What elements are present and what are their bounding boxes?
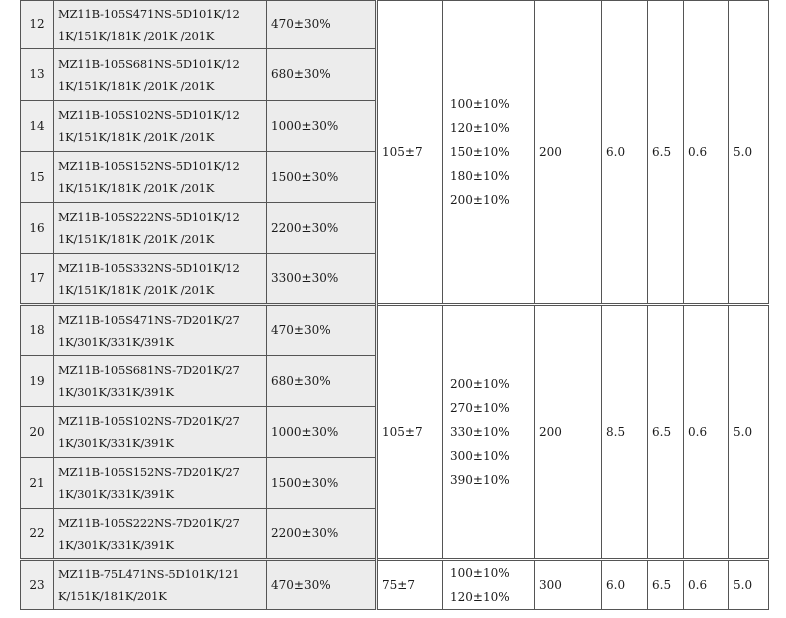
spec-value-c2: 6.0 bbox=[602, 1, 648, 305]
model-number-cell bbox=[54, 49, 267, 101]
switch-temperature: 105±7 bbox=[377, 1, 443, 305]
varistor-voltage-value: 180±10% bbox=[450, 169, 510, 183]
spec-value-c3: 6.5 bbox=[648, 305, 684, 560]
model-number-line: 1K/151K/181K /201K /201K bbox=[58, 78, 215, 93]
spec-value-c2: 6.0 bbox=[602, 560, 648, 610]
spec-value-c1: 200 bbox=[535, 305, 602, 560]
model-number-line: 1K/151K/181K /201K /201K bbox=[58, 28, 215, 43]
table-row bbox=[21, 1, 769, 49]
varistor-voltage-value: 150±10% bbox=[450, 145, 510, 159]
model-number-cell bbox=[54, 458, 267, 509]
nominal-resistance: 470±30% bbox=[267, 305, 377, 356]
model-number-line: MZ11B-105S102NS-7D201K/27 bbox=[58, 414, 240, 428]
varistor-voltage-list bbox=[443, 560, 535, 610]
nominal-resistance: 1500±30% bbox=[267, 152, 377, 203]
spec-value-c5: 5.0 bbox=[729, 560, 769, 610]
nominal-resistance: 3300±30% bbox=[267, 254, 377, 305]
spec-value-c4: 0.6 bbox=[684, 560, 729, 610]
nominal-resistance: 680±30% bbox=[267, 49, 377, 101]
model-number-line: MZ11B-105S102NS-5D101K/12 bbox=[58, 108, 240, 122]
model-number-line: MZ11B-105S152NS-5D101K/12 bbox=[58, 159, 240, 173]
row-number: 14 bbox=[21, 101, 54, 152]
model-number-line: 1K/301K/331K/391K bbox=[58, 436, 174, 450]
row-number: 13 bbox=[21, 49, 54, 101]
row-number: 23 bbox=[21, 560, 54, 610]
spec-value-c2: 8.5 bbox=[602, 305, 648, 560]
model-number-line: MZ11B-105S471NS-7D201K/27 bbox=[58, 312, 240, 327]
model-number-line: 1K/151K/181K /201K /201K bbox=[58, 282, 215, 297]
nominal-resistance: 1500±30% bbox=[267, 458, 377, 509]
model-number-line: MZ11B-105S222NS-5D101K/12 bbox=[58, 210, 240, 224]
varistor-voltage-list bbox=[443, 305, 535, 560]
nominal-resistance: 2200±30% bbox=[267, 509, 377, 560]
varistor-voltage-value: 330±10% bbox=[450, 425, 510, 439]
model-number-cell bbox=[54, 152, 267, 203]
spec-value-c5: 5.0 bbox=[729, 1, 769, 305]
varistor-voltage-value: 100±10% bbox=[450, 566, 510, 580]
model-number-line: 1K/301K/331K/391K bbox=[58, 385, 174, 399]
nominal-resistance: 1000±30% bbox=[267, 407, 377, 458]
varistor-voltage-value: 120±10% bbox=[450, 590, 510, 604]
row-number: 20 bbox=[21, 407, 54, 458]
model-number-line: 1K/151K/181K /201K /201K bbox=[58, 130, 215, 144]
nominal-resistance: 470±30% bbox=[267, 1, 377, 49]
model-number-line: 1K/151K/181K /201K /201K bbox=[58, 181, 215, 195]
varistor-voltage-value: 300±10% bbox=[450, 449, 510, 463]
nominal-resistance: 680±30% bbox=[267, 356, 377, 407]
row-number: 19 bbox=[21, 356, 54, 407]
row-number: 21 bbox=[21, 458, 54, 509]
row-number: 15 bbox=[21, 152, 54, 203]
model-number-cell bbox=[54, 560, 267, 610]
spec-value-c3: 6.5 bbox=[648, 560, 684, 610]
model-number-cell bbox=[54, 254, 267, 305]
model-number-line: MZ11B-105S471NS-5D101K/12 bbox=[58, 6, 240, 21]
spec-table bbox=[20, 0, 769, 610]
spec-value-c1: 200 bbox=[535, 1, 602, 305]
model-number-cell bbox=[54, 509, 267, 560]
spec-value-c4: 0.6 bbox=[684, 1, 729, 305]
varistor-voltage-value: 390±10% bbox=[450, 473, 510, 487]
model-number-cell bbox=[54, 203, 267, 254]
varistor-voltage-value: 270±10% bbox=[450, 401, 510, 415]
spec-value-c4: 0.6 bbox=[684, 305, 729, 560]
row-number: 12 bbox=[21, 1, 54, 49]
model-number-cell bbox=[54, 407, 267, 458]
model-number-line: 1K/301K/331K/391K bbox=[58, 487, 174, 501]
model-number-line: MZ11B-105S152NS-7D201K/27 bbox=[58, 465, 240, 479]
table-row bbox=[21, 305, 769, 356]
row-number: 18 bbox=[21, 305, 54, 356]
spec-value-c5: 5.0 bbox=[729, 305, 769, 560]
varistor-voltage-value: 120±10% bbox=[450, 121, 510, 135]
model-number-cell bbox=[54, 101, 267, 152]
model-number-line: MZ11B-105S681NS-5D101K/12 bbox=[58, 56, 240, 71]
varistor-voltage-value: 200±10% bbox=[450, 377, 510, 391]
spec-value-c1: 300 bbox=[535, 560, 602, 610]
switch-temperature: 75±7 bbox=[377, 560, 443, 610]
spec-value-c3: 6.5 bbox=[648, 1, 684, 305]
model-number-cell bbox=[54, 305, 267, 356]
row-number: 16 bbox=[21, 203, 54, 254]
model-number-line: MZ11B-105S681NS-7D201K/27 bbox=[58, 363, 240, 377]
nominal-resistance: 2200±30% bbox=[267, 203, 377, 254]
nominal-resistance: 470±30% bbox=[267, 560, 377, 610]
varistor-voltage-value: 200±10% bbox=[450, 193, 510, 207]
model-number-line: 1K/151K/181K /201K /201K bbox=[58, 232, 215, 246]
model-number-line: 1K/301K/331K/391K bbox=[58, 334, 174, 349]
model-number-line: MZ11B-75L471NS-5D101K/121 bbox=[58, 567, 240, 581]
spec-table-body bbox=[21, 1, 769, 610]
row-number: 17 bbox=[21, 254, 54, 305]
model-number-cell bbox=[54, 1, 267, 49]
model-number-line: MZ11B-105S332NS-5D101K/12 bbox=[58, 260, 240, 275]
spec-table-container bbox=[20, 0, 769, 610]
varistor-voltage-value: 100±10% bbox=[450, 97, 510, 111]
row-number: 22 bbox=[21, 509, 54, 560]
table-row bbox=[21, 560, 769, 610]
varistor-voltage-list bbox=[443, 1, 535, 305]
model-number-line: MZ11B-105S222NS-7D201K/27 bbox=[58, 515, 240, 530]
nominal-resistance: 1000±30% bbox=[267, 101, 377, 152]
model-number-line: 1K/301K/331K/391K bbox=[58, 537, 174, 552]
switch-temperature: 105±7 bbox=[377, 305, 443, 560]
model-number-cell bbox=[54, 356, 267, 407]
model-number-line: K/151K/181K/201K bbox=[58, 589, 167, 603]
